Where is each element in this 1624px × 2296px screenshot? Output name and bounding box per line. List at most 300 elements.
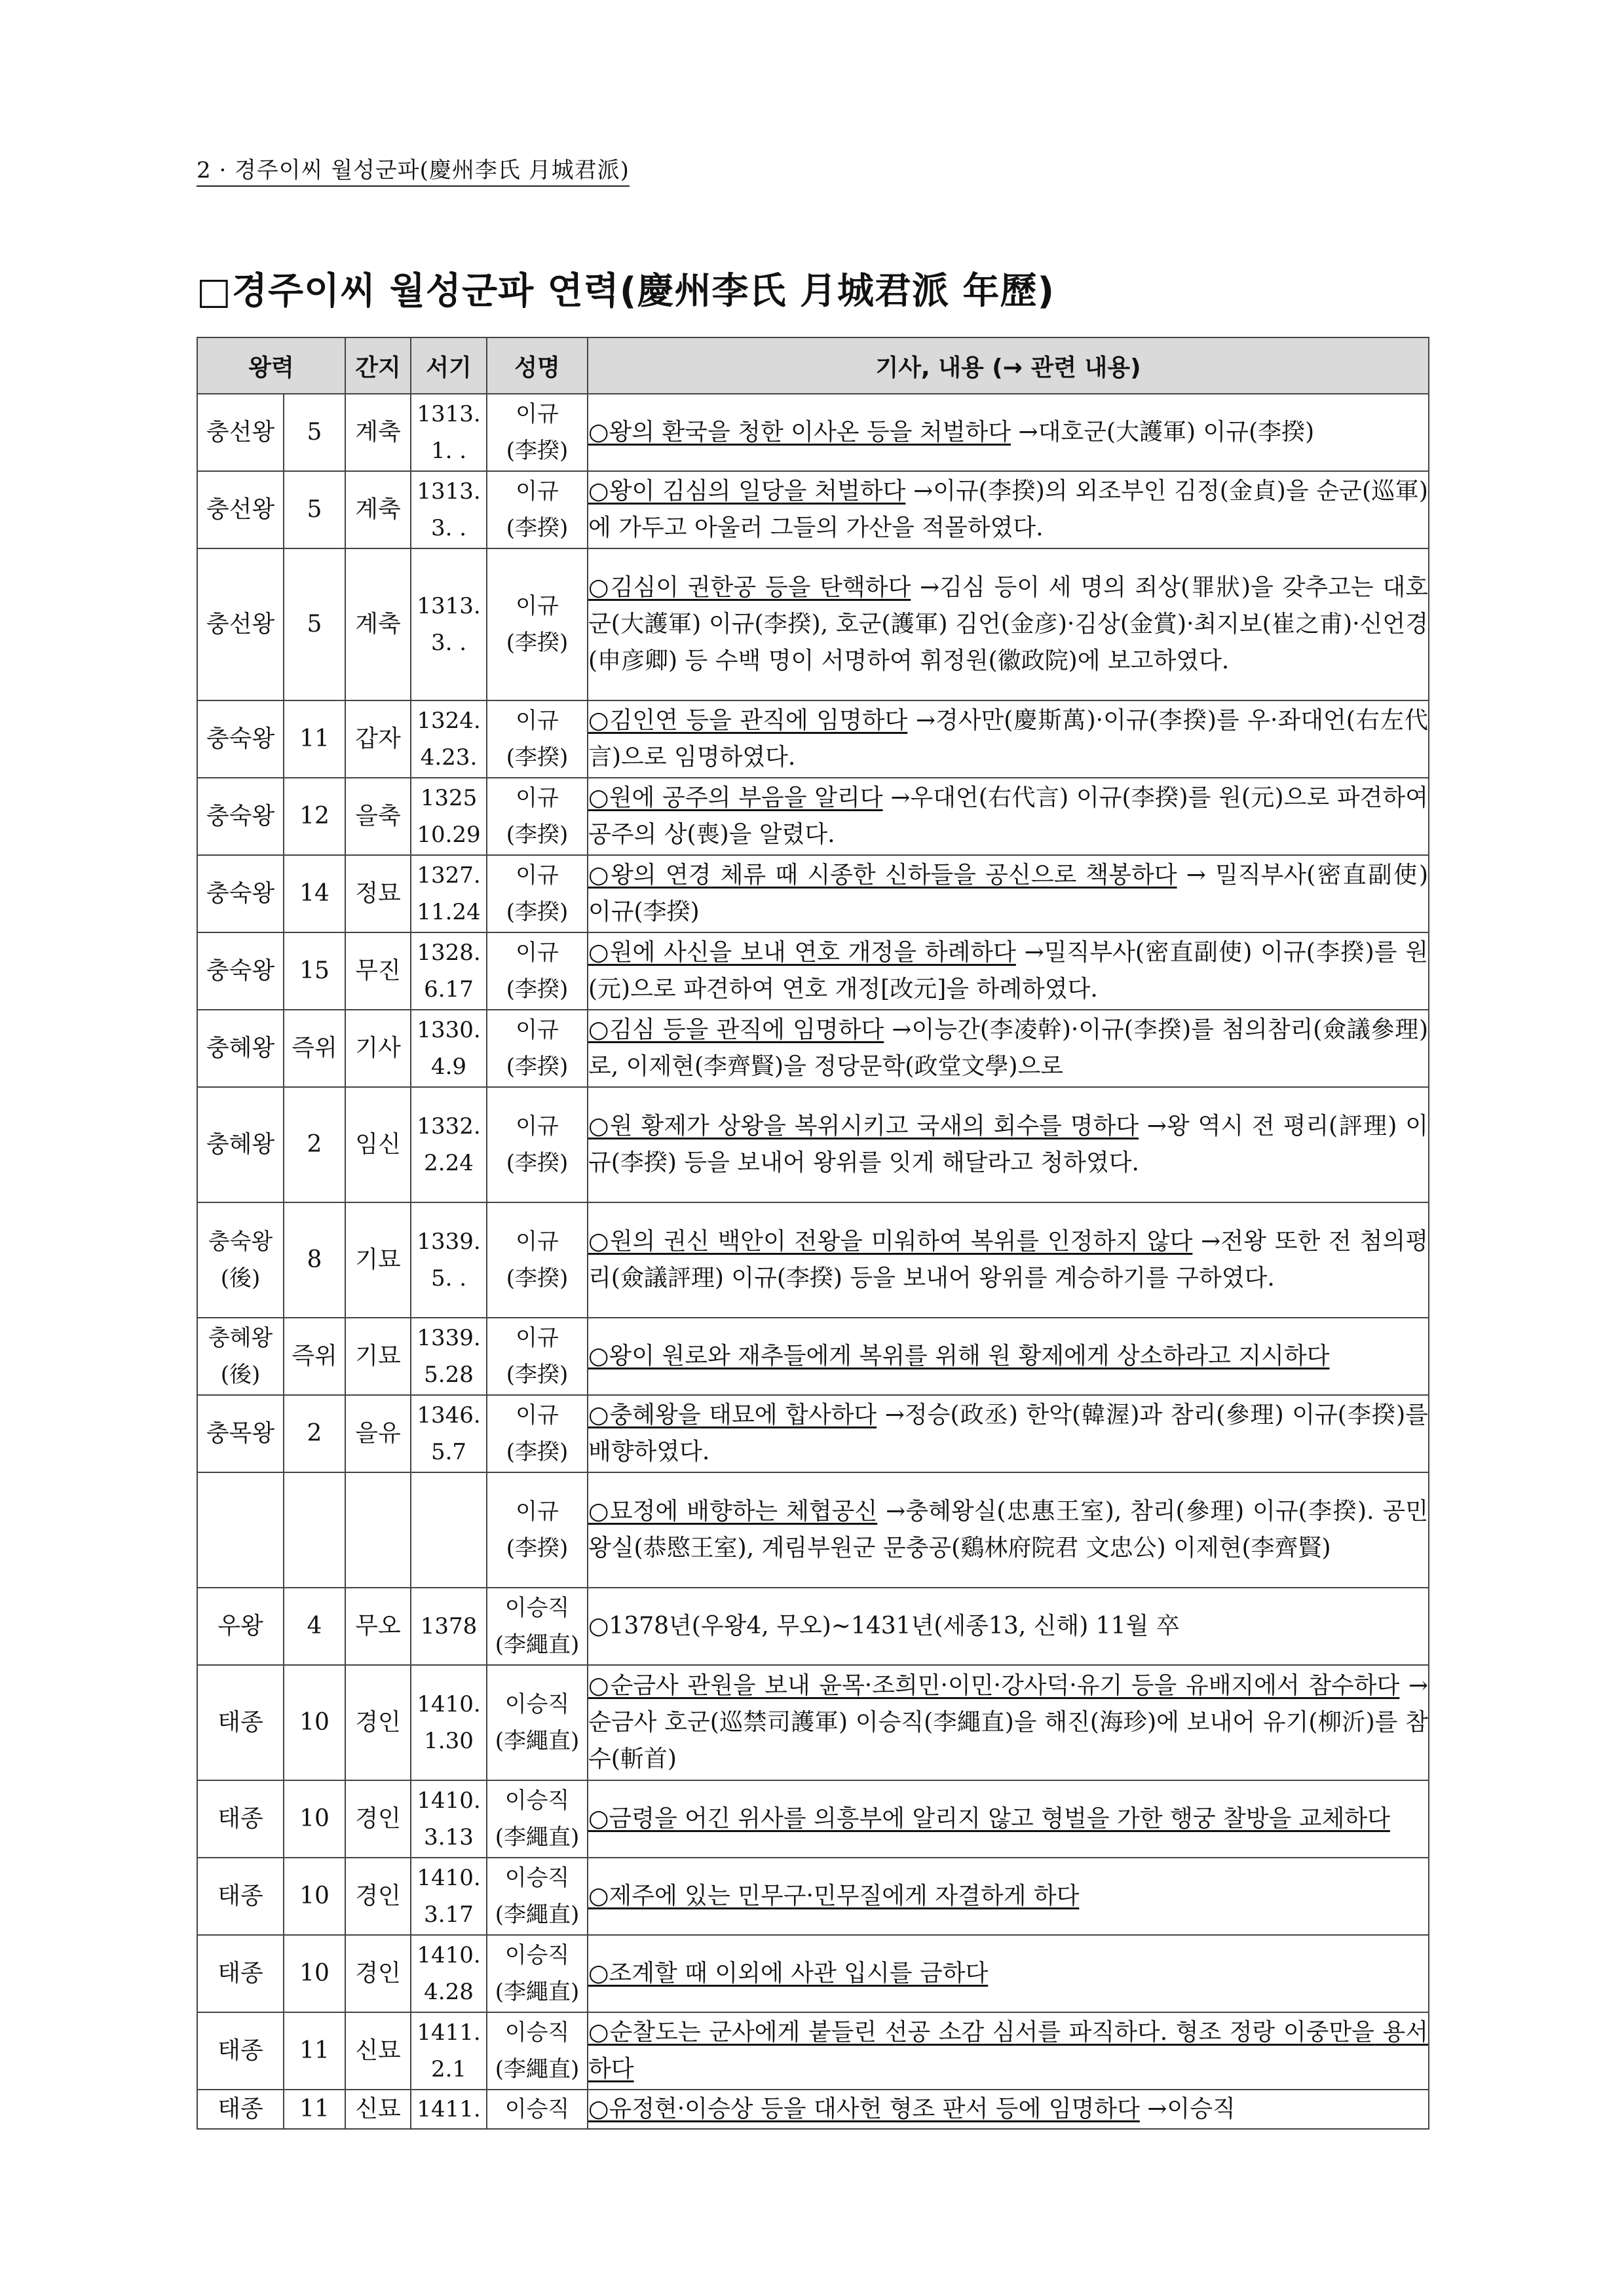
ganji-cell [345,548,411,700]
event-title: ○순찰도는 군사에게 붙들린 선공 소감 심서를 파직하다. 형조 정랑 이중만을 용서하다 [588,2019,1428,2082]
related-content: →이규(李揆)의 외조부인 김정(金貞)을 순군(巡軍)에 가두고 아울러 그들의 가산을 적몰하였다. [588,478,1428,541]
event-title: ○원에 사신을 보내 연호 개정을 하례하다 [588,939,1016,966]
king-name: 충숙왕 [208,1229,273,1255]
year-line2: 2.1 [430,2056,467,2082]
reign-year-cell [284,1202,345,1318]
ganji-cell [345,1395,411,1472]
year-cell [411,932,487,1010]
reign-year-cell [284,2090,345,2129]
reign-year: 11 [299,2037,330,2064]
year-line1: 1325 [420,785,478,811]
year-cell [411,1472,487,1588]
record-cell [588,1395,1429,1472]
table-row [197,394,1429,471]
table-row [197,1202,1429,1318]
reign-year: 5 [307,496,322,523]
col-header-year: 서기 [411,337,487,394]
record-cell [588,1665,1429,1780]
king-cell [197,700,284,778]
year-line2: 11.24 [417,899,481,925]
ganji: 임신 [355,1131,401,1158]
person-name: 이승직 [504,2019,570,2046]
reign-year: 11 [299,725,330,752]
event-title: ○원에 공주의 부음을 알리다 [588,784,883,811]
reign-year-cell [284,1858,345,1935]
event-title: ○제주에 있는 민무구·민무질에게 자결하게 하다 [588,1883,1080,1909]
person-name: 이승직 [504,1595,570,1621]
year-line2: 5.7 [430,1439,467,1465]
reign-year-cell [284,1318,345,1395]
king-suffix: (後) [220,1265,261,1292]
king-name: 태종 [217,1805,263,1832]
person-name-cell [487,1395,588,1472]
reign-year: 8 [307,1246,322,1273]
ganji: 계축 [355,611,401,638]
year-line2: 3. . [430,630,467,656]
king-suffix: (後) [220,1362,261,1388]
event-title: ○조계할 때 이외에 사관 입시를 금하다 [588,1960,989,1987]
person-hanja: (李揆) [506,438,569,464]
col-header-name: 성명 [487,337,588,394]
year-line2: 1.30 [424,1728,474,1754]
event-title: ○김인연 등을 관직에 임명하다 [588,707,908,734]
year-cell [411,471,487,548]
person-name-cell [487,932,588,1010]
person-name: 이규 [516,593,559,619]
year-line1: 1410. [417,1865,481,1891]
table-row [197,2012,1429,2090]
event-title: ○왕의 환국을 청한 이사온 등을 처벌하다 [588,419,1011,446]
year-line2: 5.28 [424,1362,474,1388]
record-cell [588,1202,1429,1318]
person-hanja: (李揆) [506,1150,569,1176]
year-line1: 1339. [417,1325,481,1351]
chronology-table [197,337,1429,2130]
event-title: ○김심이 권한공 등을 탄핵하다 [588,574,911,601]
person-name: 이규 [516,1113,559,1139]
record-cell [588,1010,1429,1087]
king-name: 태종 [217,1960,263,1987]
person-name-cell [487,1588,588,1665]
king-name: 태종 [217,2095,263,2122]
related-content: →밀직부사(密直副使) 이규(李揆)를 원(元)으로 파견하여 연호 개정[改元]을 하례하였다. [588,939,1429,1003]
year-line1: 1410. [417,1942,481,1968]
ganji-cell [345,778,411,855]
year-line1: 1327. [417,862,481,889]
ganji-cell [345,2090,411,2129]
reign-year: 2 [307,1420,322,1447]
reign-year-cell [284,2012,345,2090]
related-content: → 밀직부사(密直副使) 이규(李揆) [588,862,1428,925]
year-line1: 1332. [417,1113,481,1139]
ganji: 무진 [355,957,401,984]
event-title: ○왕이 원로와 재추들에게 복위를 위해 원 황제에게 상소하라고 지시하다 [588,1343,1330,1369]
record-cell [588,471,1429,548]
king-name: 태종 [217,2037,263,2064]
table-row [197,1395,1429,1472]
col-header-ganji: 간지 [345,337,411,394]
person-name-cell [487,1202,588,1318]
table-row [197,1665,1429,1780]
person-hanja: (李揆) [506,1535,569,1561]
king-name: 태종 [217,1709,263,1736]
person-name-cell [487,2090,588,2129]
table-row [197,1858,1429,1935]
reign-year: 12 [299,803,330,830]
person-name: 이승직 [504,2096,570,2122]
ganji-cell [345,1780,411,1858]
ganji: 기묘 [355,1246,401,1273]
reign-year: 10 [299,1709,330,1736]
king-cell [197,1087,284,1202]
person-hanja: (李繩直) [495,2056,580,2082]
person-name-cell [487,1318,588,1395]
year-cell [411,2090,487,2129]
table-row [197,778,1429,855]
year-line2: 4.9 [430,1054,467,1080]
year-cell [411,1087,487,1202]
year-line1: 1313. [417,401,481,427]
year-line1: 1410. [417,1691,481,1717]
king-name: 충목왕 [206,1420,275,1447]
king-cell [197,1318,284,1395]
record-cell [588,548,1429,700]
king-cell [197,778,284,855]
reign-year-cell [284,1588,345,1665]
table-row [197,1318,1429,1395]
king-cell [197,2090,284,2129]
year-line2: 6.17 [424,976,474,1003]
related-content: →왕 역시 전 평리(評理) 이규(李揆) 등을 보내어 왕위를 잇게 해달라고 청하였다. [588,1113,1428,1176]
table-row [197,1087,1429,1202]
person-name-cell [487,1780,588,1858]
person-hanja: (李繩直) [495,1979,580,2005]
event-title: ○순금사 관원을 보내 윤목·조희민·이민·강사덕·유기 등을 유배지에서 참수하다 [588,1672,1400,1699]
table-header-row [197,337,1429,394]
ganji: 신묘 [355,2037,401,2064]
reign-year-cell [284,1935,345,2012]
king-name: 충숙왕 [206,803,275,830]
king-cell [197,1780,284,1858]
year-line1: 1410. [417,1788,481,1814]
event-title: ○금령을 어긴 위사를 의흥부에 알리지 않고 형벌을 가한 행궁 찰방을 교체하다 [588,1805,1390,1832]
ganji-cell [345,1858,411,1935]
reign-year: 10 [299,1883,330,1909]
reign-year-cell [284,471,345,548]
king-name: 충선왕 [206,419,275,446]
table-row [197,1472,1429,1588]
record-cell [588,1472,1429,1588]
person-hanja: (李揆) [506,899,569,925]
ganji: 계축 [355,419,401,446]
related-content: →순금사 호군(巡禁司護軍) 이승직(李繩直)을 해진(海珍)에 보내어 유기(柳沂)를 참수(斬首) [588,1672,1428,1772]
reign-year-cell [284,1780,345,1858]
record-cell [588,1318,1429,1395]
event-title: ○왕의 연경 체류 때 시종한 신하들을 공신으로 책봉하다 [588,862,1177,889]
person-name: 이규 [516,785,559,811]
person-hanja: (李揆) [506,515,569,541]
ganji: 경인 [355,1709,401,1736]
ganji: 기묘 [355,1343,401,1369]
king-name: 충선왕 [206,496,275,523]
king-cell [197,1665,284,1780]
king-name: 우왕 [217,1613,263,1639]
king-cell [197,932,284,1010]
person-name-cell [487,1935,588,2012]
running-head: 2 · 경주이씨 월성군파(慶州李氏 月城君派) [197,152,630,187]
table-row [197,700,1429,778]
king-name: 충숙왕 [206,725,275,752]
person-hanja: (李揆) [506,1439,569,1465]
col-header-king: 왕력 [197,337,345,394]
year-line1: 1328. [417,940,481,966]
related-content: →이승직 [1139,2095,1236,2122]
person-name-cell [487,1665,588,1780]
ganji-cell [345,1935,411,2012]
reign-year: 2 [307,1131,322,1158]
related-content: →김심 등이 세 명의 죄상(罪狀)을 갖추고는 대호군(大護軍) 이규(李揆), 호군(護軍) 김언(金彦)·김상(金賞)·최지보(崔之甫)·신언경(申彦卿) 등 수백 명이 서명하여 휘정원(徽政院)에 보고하였다. [588,574,1428,674]
king-name: 충혜왕 [206,1035,275,1062]
year-line1: 1411. [417,2096,481,2122]
king-name: 충선왕 [206,611,275,638]
year-cell [411,548,487,700]
record-cell [588,855,1429,932]
year-cell [411,1318,487,1395]
ganji: 무오 [355,1613,401,1639]
ganji: 경인 [355,1805,401,1832]
person-name: 이규 [516,401,559,427]
king-cell [197,1395,284,1472]
record-cell [588,394,1429,471]
ganji-cell [345,1588,411,1665]
reign-year: 즉위 [292,1343,337,1369]
year-cell [411,1588,487,1665]
record-cell [588,1780,1429,1858]
king-cell [197,1935,284,2012]
year-cell [411,2012,487,2090]
year-line2: 3.13 [424,1824,474,1850]
reign-year-cell [284,1665,345,1780]
table-body [197,394,1429,2129]
person-hanja: (李揆) [506,1362,569,1388]
reign-year-cell [284,700,345,778]
person-name: 이승직 [504,1788,570,1814]
person-name-cell [487,700,588,778]
record-cell [588,2090,1429,2129]
person-name-cell [487,1472,588,1588]
ganji-cell [345,1202,411,1318]
table-row [197,1588,1429,1665]
person-name-cell [487,1087,588,1202]
person-name: 이규 [516,1229,559,1255]
person-name: 이규 [516,1017,559,1043]
year-line1: 1330. [417,1017,481,1043]
ganji: 신묘 [355,2095,401,2122]
record-cell [588,1858,1429,1935]
table-row [197,548,1429,700]
king-cell [197,471,284,548]
event-title: ○원 황제가 상왕을 복위시키고 국새의 회수를 명하다 [588,1113,1139,1139]
event-title: ○김심 등을 관직에 임명하다 [588,1016,884,1043]
person-name: 이규 [516,862,559,889]
king-cell [197,1858,284,1935]
year-line2: 3.17 [424,1902,474,1928]
year-cell [411,1858,487,1935]
king-cell [197,1588,284,1665]
year-line2: 2.24 [424,1150,474,1176]
year-line2: 10.29 [417,822,481,848]
ganji-cell [345,1318,411,1395]
related-content: →대호군(大護軍) 이규(李揆) [1011,419,1315,446]
ganji: 갑자 [355,725,401,752]
king-name: 충숙왕 [206,957,275,984]
year-line1: 1346. [417,1402,481,1428]
related-content: →정승(政丞) 한악(韓渥)과 참리(參理) 이규(李揆)를 배향하였다. [588,1402,1428,1465]
reign-year: 5 [307,611,322,638]
king-name: 태종 [217,1883,263,1909]
king-cell [197,394,284,471]
reign-year-cell [284,932,345,1010]
table-row [197,2090,1429,2129]
ganji: 을축 [355,803,401,830]
table-row [197,1935,1429,2012]
person-name: 이규 [516,708,559,734]
person-name: 이승직 [504,1865,570,1891]
related-content: →전왕 또한 전 첨의평리(僉議評理) 이규(李揆) 등을 보내어 왕위를 계승하기를 구하였다. [588,1228,1428,1292]
table-row [197,932,1429,1010]
reign-year-cell [284,1395,345,1472]
year-line2: 1. . [430,438,467,464]
year-cell [411,1665,487,1780]
person-hanja: (李揆) [506,630,569,656]
ganji-cell [345,932,411,1010]
person-name-cell [487,2012,588,2090]
ganji: 을유 [355,1420,401,1447]
reign-year-cell [284,548,345,700]
ganji-cell [345,1010,411,1087]
reign-year: 11 [299,2095,330,2122]
year-cell [411,855,487,932]
person-name: 이규 [516,478,559,505]
reign-year-cell [284,1472,345,1588]
ganji: 정묘 [355,880,401,907]
year-line1: 1313. [417,478,481,505]
event-title: ○충혜왕을 태묘에 합사하다 [588,1402,877,1428]
king-cell [197,1010,284,1087]
year-line1: 1378 [420,1613,478,1639]
year-line1: 1324. [417,708,481,734]
record-cell [588,700,1429,778]
table-row [197,1780,1429,1858]
king-cell [197,1202,284,1318]
ganji-cell [345,1087,411,1202]
reign-year: 10 [299,1960,330,1987]
ganji-cell [345,855,411,932]
year-cell [411,778,487,855]
ganji-cell [345,700,411,778]
reign-year: 10 [299,1805,330,1832]
year-line1: 1313. [417,593,481,619]
reign-year: 5 [307,419,322,446]
col-header-record: 기사, 내용 (→ 관련 내용) [588,337,1429,394]
event-title: ○유정현·이승상 등을 대사헌 형조 판서 등에 임명하다 [588,2095,1140,2122]
person-name: 이규 [516,940,559,966]
person-name: 이규 [516,1402,559,1428]
person-name-cell [487,1010,588,1087]
person-name-cell [487,394,588,471]
person-name-cell [487,471,588,548]
reign-year-cell [284,1010,345,1087]
event-title: ○왕이 김심의 일당을 처벌하다 [588,478,906,505]
ganji: 기사 [355,1035,401,1062]
year-cell [411,1935,487,2012]
person-name-cell [487,778,588,855]
related-content: →이능간(李凌幹)·이규(李揆)를 첨의참리(僉議參理)로, 이제현(李齊賢)을 정당문학(政堂文學)으로 [588,1016,1428,1080]
person-hanja: (李繩直) [495,1728,580,1754]
year-line1: 1339. [417,1229,481,1255]
reign-year: 즉위 [292,1035,337,1062]
event-title: ○원의 권신 백안이 전왕을 미워하여 복위를 인정하지 않다 [588,1228,1193,1255]
reign-year-cell [284,855,345,932]
reign-year-cell [284,394,345,471]
person-name: 이승직 [504,1942,570,1968]
record-cell [588,778,1429,855]
person-hanja: (李繩直) [495,1902,580,1928]
related-content: →경사만(慶斯萬)·이규(李揆)를 우·좌대언(右左代言)으로 임명하였다. [588,707,1428,771]
ganji-cell [345,1472,411,1588]
king-cell [197,2012,284,2090]
king-name: 충숙왕 [206,880,275,907]
person-hanja: (李揆) [506,744,569,771]
event-title: ○묘정에 배향하는 체협공신 [588,1498,878,1525]
ganji-cell [345,394,411,471]
person-name-cell [487,1858,588,1935]
person-hanja: (李揆) [506,976,569,1003]
record-cell [588,2012,1429,2090]
person-name-cell [487,548,588,700]
year-line2: 5. . [430,1265,467,1292]
table-row [197,1010,1429,1087]
person-name: 이승직 [504,1691,570,1717]
ganji: 경인 [355,1960,401,1987]
reign-year: 15 [299,957,330,984]
person-name: 이규 [516,1325,559,1351]
ganji-cell [345,2012,411,2090]
year-line2: 3. . [430,515,467,541]
record-cell [588,932,1429,1010]
related-content: →우대언(右代言) 이규(李揆)를 원(元)으로 파견하여 공주의 상(喪)을 알렸다. [588,784,1429,848]
year-cell [411,1395,487,1472]
person-hanja: (李揆) [506,1054,569,1080]
reign-year-cell [284,1087,345,1202]
table-row [197,855,1429,932]
ganji-cell [345,471,411,548]
record-cell [588,1588,1429,1665]
reign-year: 14 [299,880,330,907]
year-cell [411,394,487,471]
record-cell [588,1935,1429,2012]
ganji: 계축 [355,496,401,523]
person-name: 이규 [516,1499,559,1525]
year-line2: 4.28 [424,1979,474,2005]
reign-year: 4 [307,1613,322,1639]
table-row [197,471,1429,548]
king-cell [197,548,284,700]
king-name: 충혜왕 [208,1325,273,1351]
year-line1: 1411. [417,2019,481,2046]
reign-year-cell [284,778,345,855]
year-cell [411,1010,487,1087]
